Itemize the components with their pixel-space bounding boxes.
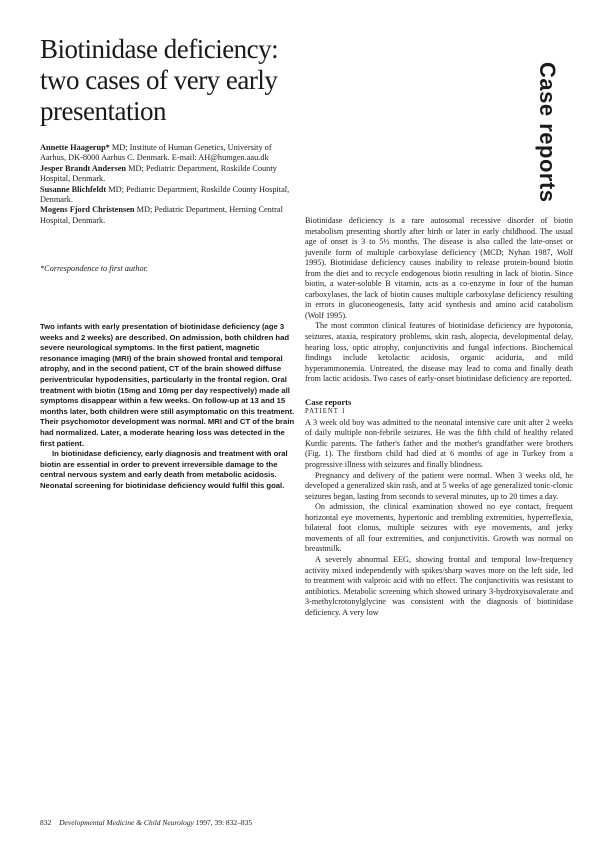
- body-text-column: [305, 216, 573, 618]
- article-title: [40, 34, 300, 127]
- intro-paragraph: Biotinidase deficiency is a rare autosomal recessive disorder of biotin metabolism presenting shortly after birth or later in early childhood. The usual age of onset is 3 to 5½ months. The disease is also called the late-onset or juvenile form of multiple carboxylase deficiency (MCD; Nyhan 1987, Wolf 1995). Biotinidase deficiency causes inability to release protein-bound biotin from the diet and to recycle endogenous biotin resulting in lack of biotin. Since biotin, a water-soluble B vitamin, acts as a co-enzyme in four of the human carboxylases, the lack of biotin causes multiple carboxylase deficiency resulting in errors in gluconeogenesis, fatty acid synthesis and amino acid catabolism (Wolf 1995).: [305, 216, 573, 320]
- case-paragraph: Pregnancy and delivery of the patient were normal. When 3 weeks old, he developed a generalized skin rash, and at 5 weeks of age generalized tonic-clonic seizures began, lasting from seconds to several minutes, up to 20 times a day.: [305, 470, 573, 501]
- journal-name: Developmental Medicine & Child Neurology: [59, 818, 194, 827]
- title-line: two cases of very early: [40, 65, 278, 95]
- abstract: [40, 322, 295, 492]
- author-affiliation: MD; Institute of Human Genetics, University of Aarhus, DK-8000 Aarhus C. Denmark. E-mail: AH@humgen.aau.dk: [40, 143, 272, 163]
- author-entry: [40, 185, 295, 206]
- author-name: Susanne Blichfeldt: [40, 184, 107, 194]
- case-paragraph: A 3 week old boy was admitted to the neonatal intensive care unit after 2 weeks of daily multiple non-febrile seizures. He was the fifth child of healthy related Kurdic parents. The father's father and the mother's grandfather were brothers (Fig. 1). The firstborn child had died at 6 months of age in Turkey from a progressive illness with seizures and finally blindness.: [305, 417, 573, 470]
- correspondence-note: *Correspondence to first author.: [40, 264, 149, 273]
- section-label: Case reports: [535, 62, 560, 203]
- page-footer: [40, 818, 340, 827]
- author-entry: [40, 143, 295, 164]
- page-number: 832: [40, 818, 52, 827]
- abstract-paragraph: In biotinidase deficiency, early diagnosis and treatment with oral biotin are essential in order to prevent irreversible damage to the central nervous system and early death from metabolic acidosis. Neonatal screening for biotinidase deficiency would fulfil this goal.: [40, 449, 288, 490]
- author-entry: [40, 164, 295, 185]
- citation: 1997, 39: 832–835: [195, 818, 253, 827]
- author-entry: [40, 205, 295, 226]
- author-affiliation: MD; Pediatric Department, Roskilde County Hospital, Denmark.: [40, 184, 290, 205]
- intro-paragraph: The most common clinical features of biotinidase deficiency are hypotonia, seizures, ataxia, respiratory problems, skin rash, alopecia, developmental delay, hearing loss, optic atrophy, conjunctivitis and fungal infections. Biochemical findings include ketolactic acidosis, organic aciduria, and mild hyperammonemia. Untreated, the disease may lead to coma and finally death from lactic acidosis. Two cases of early-onset biotinidase deficiency are reported.: [305, 321, 573, 384]
- author-list: [40, 143, 295, 226]
- author-affiliation: MD; Pediatric Department, Roskilde County Hospital, Denmark.: [40, 163, 277, 184]
- title-line: presentation: [40, 96, 166, 126]
- author-affiliation: MD; Pediatric Department, Herning Central Hospital, Denmark.: [40, 205, 283, 225]
- case-paragraph: A severely abnormal EEG, showing frontal and temporal low-frequency activity mixed independently with spikes/sharp waves more on the left side, led to treatment with valproic acid with no effect. The conjunctivitis was resistant to antibiotics. Metabolic screening which showed urinary 3-hydroxyisovalerate and 3-methylcrotonylglycine was consistent with the diagnosis of biotinidase deficiency. A very low: [305, 554, 573, 617]
- section-heading: Case reports: [305, 396, 352, 407]
- title-line: Biotinidase deficiency:: [40, 34, 279, 64]
- author-name: Jesper Brandt Andersen: [40, 163, 127, 173]
- abstract-paragraph: Two infants with early presentation of biotinidase deficiency (age 3 weeks and 2 weeks) are described. On admission, both children had severe neurological symptoms. In the first patient, magnetic resonance imaging (MRI) of the brain showed frontal and temporal atrophy, and in the second patient, CT of the brain showed diffuse periventricular hypodensities, particularly in the frontal region. Oral treatment with biotin (15mg and 10mg per day respectively) made all symptoms disappear within a few weeks. On follow-up at 13 and 15 months later, both children were still asymptomatic on this treatment. Their psychomotor development was normal. MRI and CT of the brain had normalized. Later, a moderate hearing loss was detected in the first patient.: [40, 322, 295, 448]
- author-name: Mogens Fjord Christensen: [40, 205, 135, 215]
- author-name: Annette Haagerup*: [40, 143, 110, 152]
- case-paragraph: On admission, the clinical examination showed no eye contact, frequent horizontal eye movements, hypertonic and trembling extremities, hyperreflexia, bilateral foot clonus, multiple seizures with eye movements, and jerky movements of all four extremities, and conjunctivitis. Growth was normal on breastmilk.: [305, 502, 573, 554]
- subsection-heading: PATIENT 1: [305, 408, 346, 416]
